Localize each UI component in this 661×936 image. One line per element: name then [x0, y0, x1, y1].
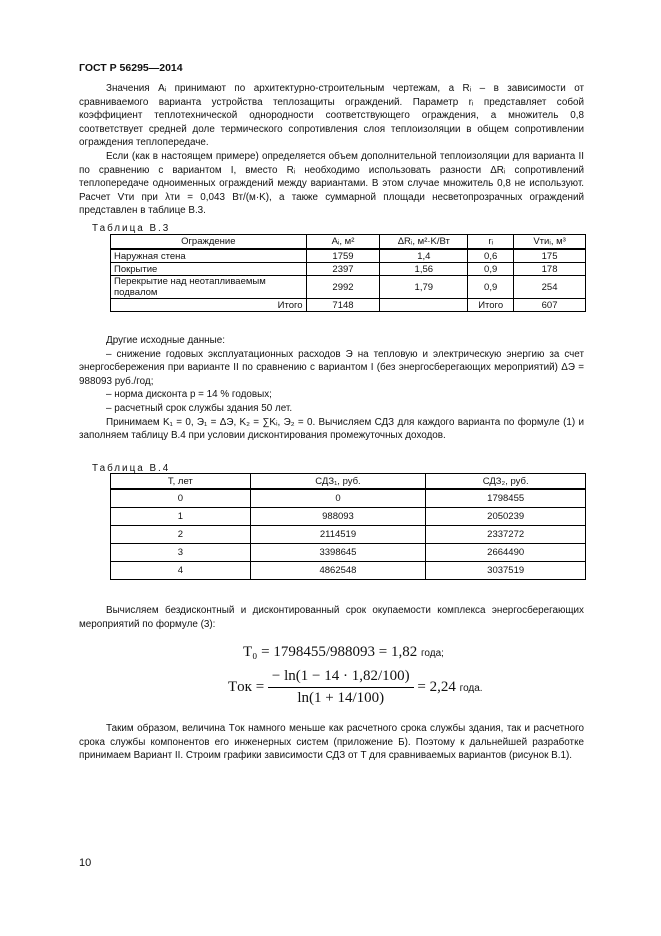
- table3-cell: 1,79: [380, 276, 468, 299]
- table3-caption: Таблица В.3: [92, 223, 171, 234]
- table4-cell: 1798455: [426, 489, 586, 508]
- table3-header-cell: Ограждение: [111, 235, 307, 250]
- table3-cell: 175: [514, 249, 586, 263]
- table3-header-row: [111, 235, 586, 250]
- table4-cell: 2114519: [250, 526, 426, 544]
- formula-1-suffix: года;: [420, 648, 444, 659]
- table4-header-cell: СДЗ₁, руб.: [250, 474, 426, 490]
- table3-header-cell: Aᵢ, м²: [306, 235, 380, 250]
- formula-2: [228, 668, 483, 707]
- table3-empty-cell: [380, 299, 468, 312]
- table-row: [111, 276, 586, 299]
- table3-total-label: Итого: [111, 299, 307, 312]
- intro-paragraph-1: Значения Aᵢ принимают по архитектурно-строительным чертежам, a Rᵢ – в зависимости от сравниваемого варианта устройства теплозащиты ограждений. Параметр rᵢ представляет собой коэффициент теплотехнической однородности соответствующего ограждения, а множитель 0,8 соответствует средней доле термического сопротивления слоя теплоизоляции в общем сопротивлении ограждения теплопередаче.: [79, 83, 584, 149]
- table-row: [111, 544, 586, 562]
- formula-intro: [79, 604, 584, 631]
- table4-cell: 2337272: [426, 526, 586, 544]
- table4-cell: 3: [111, 544, 251, 562]
- table3-total-volume: 607: [514, 299, 586, 312]
- table3-cell: 1759: [306, 249, 380, 263]
- table3-total-label2: Итого: [468, 299, 514, 312]
- middle-paragraph: – норма дисконта p = 14 % годовых;: [106, 389, 272, 401]
- middle-paragraph: Другие исходные данные:: [106, 335, 225, 346]
- table4-header-cell: СДЗ₂, руб.: [426, 474, 586, 490]
- formula-1: [243, 644, 444, 661]
- table4-cell: 3037519: [426, 562, 586, 580]
- table4-cell: 2: [111, 526, 251, 544]
- table4-cell: 4: [111, 562, 251, 580]
- middle-paragraph: – расчетный срок службы здания 50 лет.: [106, 402, 293, 414]
- table-row: [111, 508, 586, 526]
- table3-total-area: 7148: [306, 299, 380, 312]
- table-row: [111, 263, 586, 276]
- formula-2-numerator: − ln(1 − 14 · 1,82/100): [268, 668, 414, 688]
- table3-cell: 1,56: [380, 263, 468, 276]
- intro-paragraph-2: Если (как в настоящем примере) определяется объем дополнительной теплоизоляции для варианта II по сравнению с вариантом I, вместо Rᵢ необходимо использовать разности ΔRᵢ сопротивлений теплопередаче одноименных ограждений между вариантами. В этом случае множитель 0,8 не используют. Расчет Vти при λти = 0,043 Вт/(м·K), а также суммарной площади несветопрозрачных ограждений представлен в таблице В.3.: [79, 150, 584, 217]
- table3-cell: 2397: [306, 263, 380, 276]
- table-row: [111, 249, 586, 263]
- middle-paragraph: Принимаем K₁ = 0, Э₁ = ΔЭ, K₂ = ∑Kᵢ, Э₂ = 0. Вычисляем СДЗ для каждого варианта по формуле (1) и заполняем таблицу В.4 при условии дисконтирования промежуточных доходов.: [79, 416, 584, 442]
- intro-text: [79, 82, 584, 218]
- conclusion-text: [79, 722, 584, 763]
- table4-cell: 2050239: [426, 508, 586, 526]
- table4-header-row: [111, 474, 586, 490]
- input-data-text: [79, 334, 584, 443]
- formula-2-suffix: года.: [459, 682, 483, 694]
- table4-caption: Таблица В.4: [92, 463, 171, 474]
- table4-cell: 2664490: [426, 544, 586, 562]
- table3-cell: Покрытие: [111, 263, 307, 276]
- table3-cell: 1,4: [380, 249, 468, 263]
- formula-intro-text: Вычисляем бездисконтный и дисконтированный срок окупаемости комплекса энергосберегающих мероприятий по формуле (3):: [79, 605, 584, 630]
- table3-header-cell: rᵢ: [468, 235, 514, 250]
- formula-1-expression: T₀ = 1798455/988093 = 1,82: [243, 644, 418, 660]
- table3-cell: 254: [514, 276, 586, 299]
- table3: [110, 234, 586, 312]
- table4-cell: 0: [111, 489, 251, 508]
- table4-header-cell: T, лет: [111, 474, 251, 490]
- table4-cell: 3398645: [250, 544, 426, 562]
- table-row: [111, 526, 586, 544]
- table3-cell: 178: [514, 263, 586, 276]
- formula-2-lhs: Tок =: [228, 678, 265, 695]
- table3-cell: 0,6: [468, 249, 514, 263]
- conclusion-paragraph: Таким образом, величина Tок намного меньше как расчетного срока службы здания, так и расчетного срока службы компонентов его инженерных систем (приложение Б). Поэтому к дальнейшей разработке принимаем Вариант II. Строим графики зависимости СДЗ от T для сравниваемых вариантов (рисунок В.1).: [79, 723, 584, 762]
- table3-cell: 0,9: [468, 276, 514, 299]
- table-row: [111, 489, 586, 508]
- formula-2-denominator: ln(1 + 14/100): [297, 690, 385, 706]
- formula-2-fraction: [268, 668, 414, 707]
- table4-cell: 1: [111, 508, 251, 526]
- table4-cell: 988093: [250, 508, 426, 526]
- table4-cell: 0: [250, 489, 426, 508]
- table4: [110, 473, 586, 580]
- table3-cell: Перекрытие над неотапливаемым подвалом: [111, 276, 307, 299]
- table4-cell: 4862548: [250, 562, 426, 580]
- table3-header-cell: Vтиᵢ, м³: [514, 235, 586, 250]
- table-row: [111, 562, 586, 580]
- table3-header-cell: ΔRᵢ, м²·K/Вт: [380, 235, 468, 250]
- page-number: 10: [79, 857, 92, 869]
- table3-cell: 0,9: [468, 263, 514, 276]
- document-header: ГОСТ Р 56295—2014: [79, 62, 183, 74]
- formula-2-rhs: = 2,24: [417, 678, 456, 695]
- middle-paragraph: – снижение годовых эксплуатационных расходов Э на тепловую и электрическую энергию за счет энергосбережения при варианте II по сравнению с вариантом I (без энергосберегающих мероприятий) ΔЭ = 988093 руб./год;: [79, 348, 584, 387]
- table3-cell: Наружная стена: [111, 249, 307, 263]
- table3-cell: 2992: [306, 276, 380, 299]
- table3-total-row: [111, 299, 586, 312]
